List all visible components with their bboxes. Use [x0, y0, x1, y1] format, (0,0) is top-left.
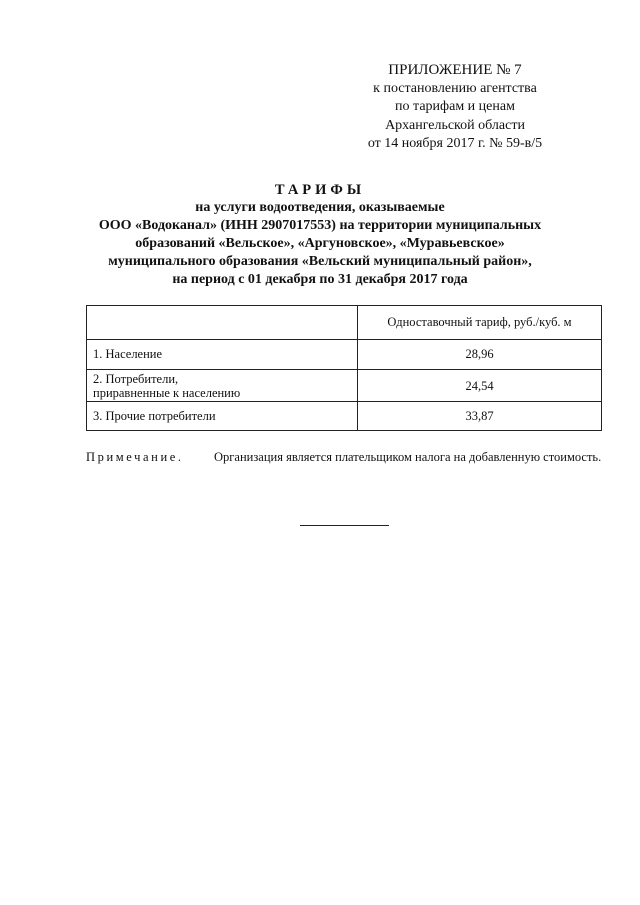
row-label-line: 1. Население [93, 347, 163, 361]
row-label-line: приравненные к населению [93, 385, 241, 400]
appendix-line: от 14 ноября 2017 г. № 59-в/5 [367, 136, 543, 151]
row-label-line: 2. Потребители, [93, 371, 179, 386]
row-label [87, 340, 358, 370]
row-value: 28,96 [358, 340, 602, 370]
table-header-cell: Одноставочный тариф, руб./куб. м [358, 306, 602, 340]
appendix-title: ПРИЛОЖЕНИЕ № 7 [388, 62, 522, 78]
note-text: Организация является плательщиком налога на добавленную стоимость. [214, 450, 602, 464]
table-header-cell [87, 306, 358, 340]
heading-line: на услуги водоотведения, оказываемые [195, 200, 445, 215]
appendix-line: Архангельской области [385, 117, 525, 133]
heading-line: муниципального образования «Вельский муниципальный район», [108, 254, 532, 269]
appendix-line: к постановлению агентства [373, 80, 537, 96]
document-heading [60, 181, 580, 289]
appendix-line: по тарифам и ценам [395, 99, 515, 114]
note-label: Примечание. [86, 450, 184, 464]
table-row [87, 370, 602, 402]
table-row [87, 340, 602, 370]
heading-line: ООО «Водоканал» (ИНН 2907017553) на территории муниципальных [98, 218, 542, 233]
tariff-table [86, 305, 602, 431]
row-label [87, 370, 358, 402]
table-row [87, 402, 602, 431]
appendix-block [340, 61, 570, 154]
row-value: 33,87 [358, 402, 602, 431]
row-label [87, 402, 358, 431]
heading-line: образований «Вельское», «Аргуновское», «Муравьевское» [135, 236, 505, 251]
heading-line: на период с 01 декабря по 31 декабря 2017 года [172, 272, 468, 287]
table-header-row [87, 306, 602, 340]
row-value: 24,54 [358, 370, 602, 402]
row-label-line: 3. Прочие потребители [93, 408, 216, 423]
closing-rule [300, 525, 389, 526]
document-title: ТАРИФЫ [274, 182, 366, 198]
